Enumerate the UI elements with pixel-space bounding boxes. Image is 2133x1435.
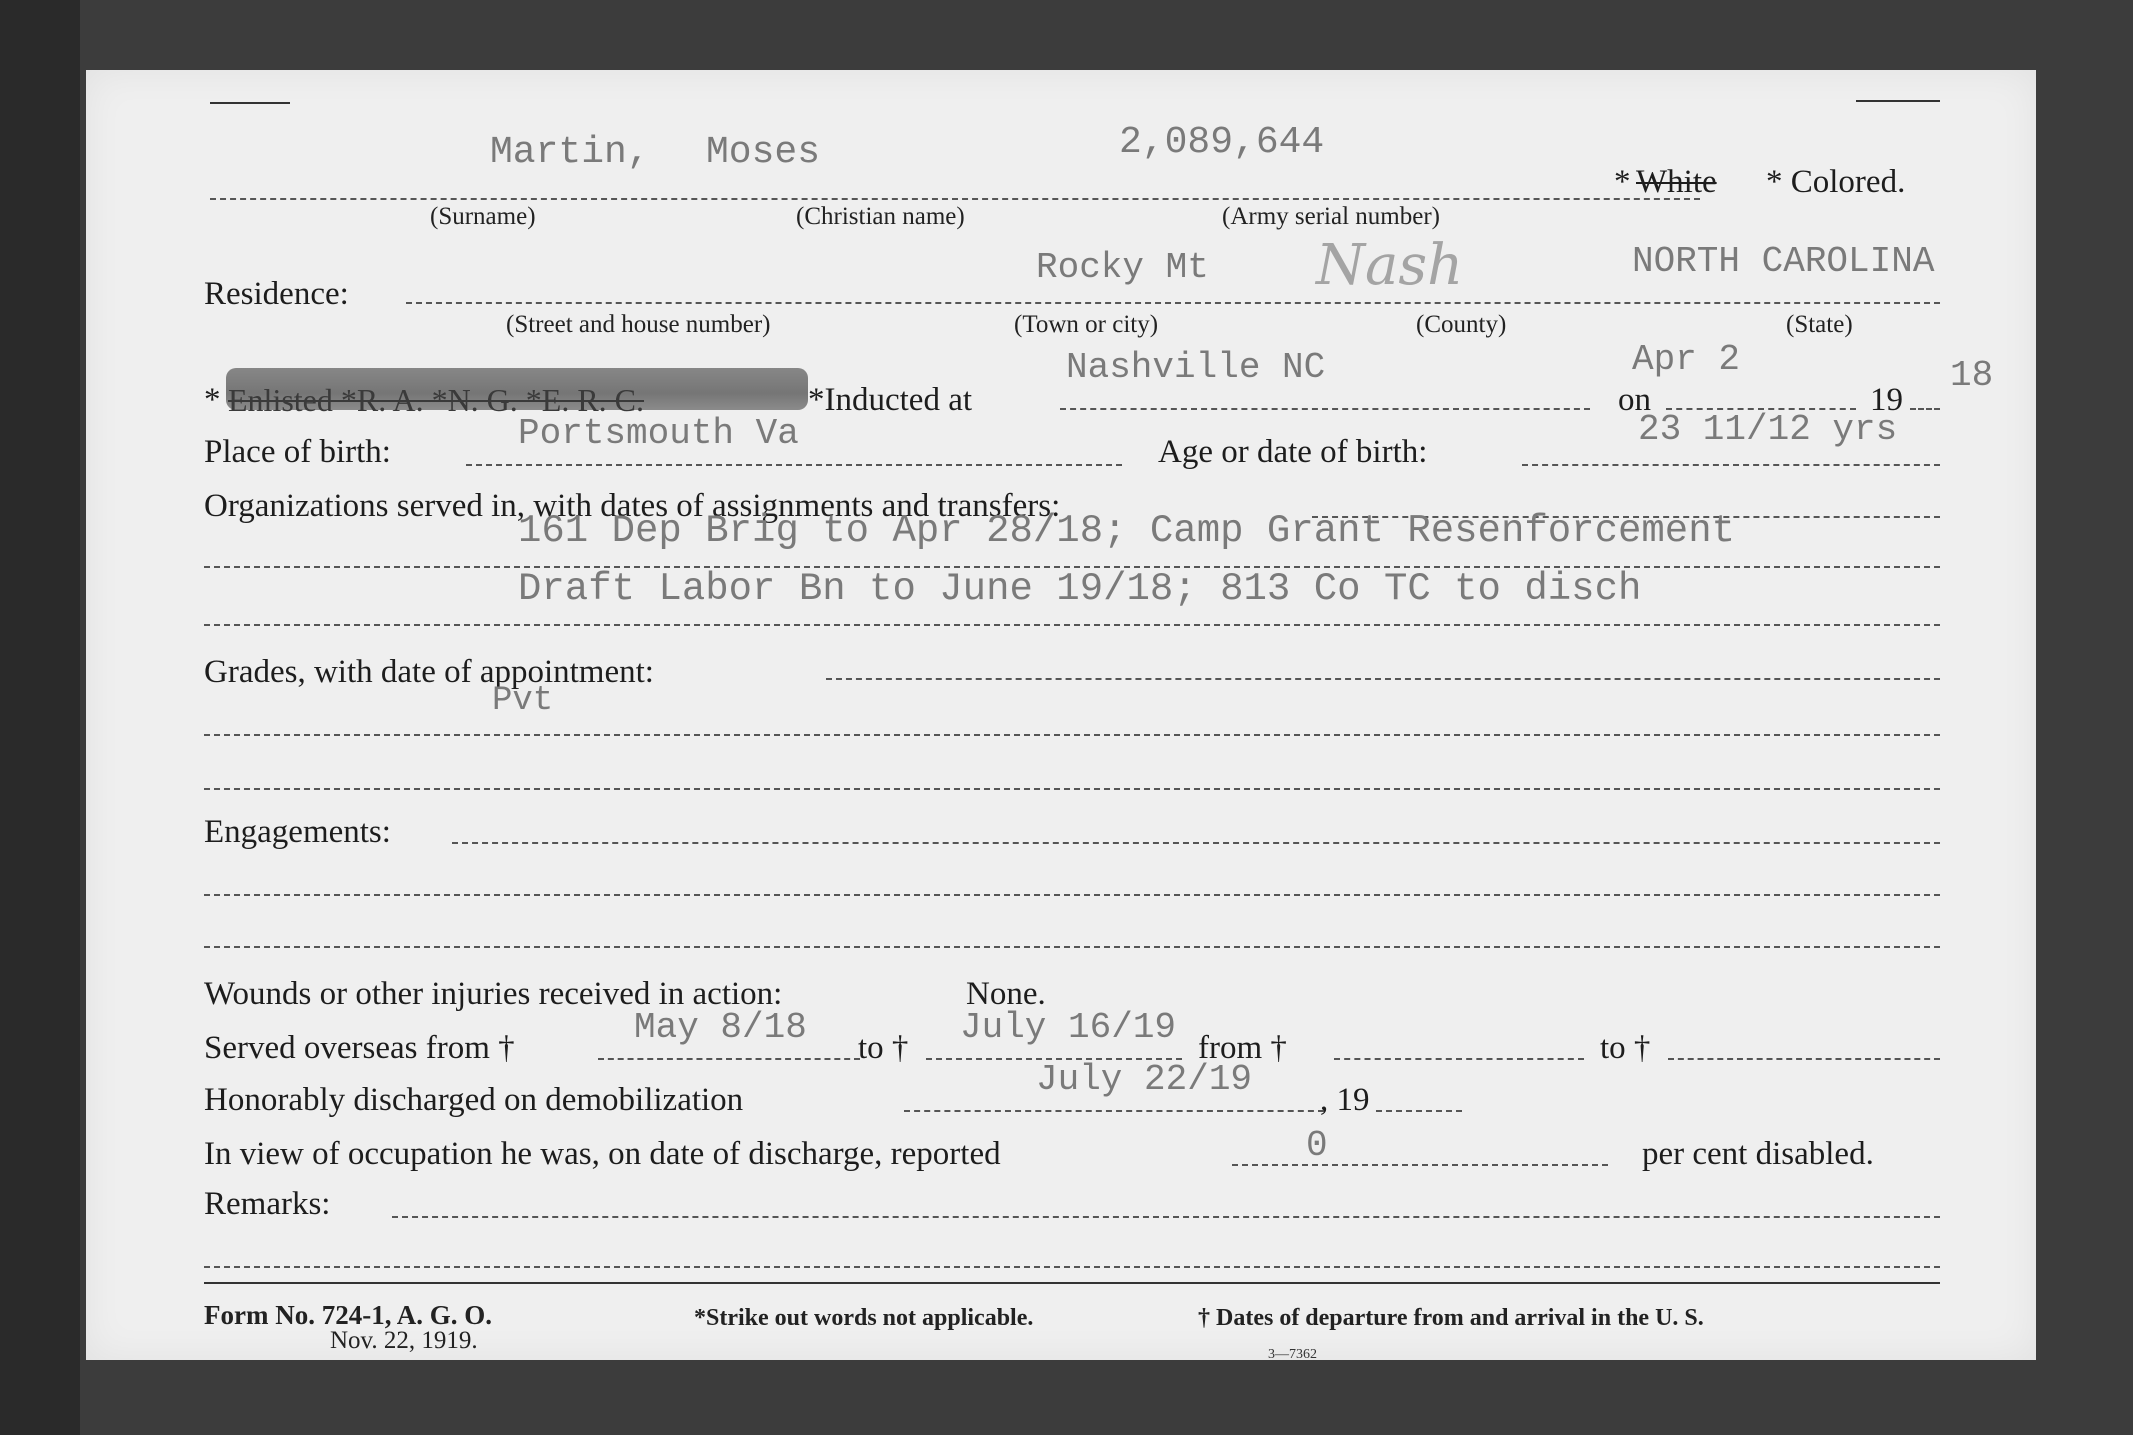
remarks-line-2	[204, 1266, 1940, 1268]
grades-label: Grades, with date of appointment:	[204, 654, 654, 690]
caption-street: (Street and house number)	[506, 311, 771, 338]
discharge-line	[904, 1110, 1324, 1112]
top-left-rule	[210, 102, 290, 104]
overseas-to2-line	[1668, 1058, 1940, 1060]
footnote-strike: *Strike out words not applicable.	[694, 1305, 1034, 1331]
county-value-handwritten: Nash	[1316, 233, 1464, 298]
birthplace-value: Portsmouth Va	[518, 413, 799, 454]
race-star: *	[1614, 164, 1631, 200]
wounds-value: None.	[966, 976, 1046, 1012]
birthplace-line	[466, 464, 1122, 466]
form-date: Nov. 22, 1919.	[330, 1327, 478, 1354]
overseas-from2-line	[1334, 1058, 1584, 1060]
grades-value: Pvt	[492, 682, 554, 720]
caption-christian-name: (Christian name)	[796, 203, 965, 230]
discharge-year-prefix: , 19	[1320, 1082, 1370, 1118]
age-line	[1522, 464, 1940, 466]
inducted-place-value: Nashville NC	[1066, 347, 1326, 388]
christian-name-value: Moses	[706, 131, 821, 174]
town-value: Rocky Mt	[1036, 247, 1209, 288]
record-card	[86, 70, 2036, 1360]
overseas-from-line	[598, 1058, 860, 1060]
form-number: Form No. 724-1, A. G. O.	[204, 1300, 492, 1330]
wounds-label: Wounds or other injuries received in action:	[204, 976, 783, 1012]
top-right-rule	[1856, 100, 1940, 102]
caption-town: (Town or city)	[1014, 311, 1159, 338]
overseas-from2-label: from †	[1198, 1030, 1287, 1066]
overseas-to-value: July 16/19	[960, 1007, 1177, 1048]
overseas-to2-label: to †	[1600, 1030, 1651, 1066]
inducted-date-value: Apr 2	[1632, 339, 1741, 380]
caption-state: (State)	[1786, 311, 1853, 338]
residence-label: Residence:	[204, 276, 349, 312]
engagements-label: Engagements:	[204, 814, 391, 850]
inducted-place-line	[1060, 408, 1590, 410]
footer-rule	[204, 1282, 1940, 1284]
organizations-label: Organizations served in, with dates of assignments and transfers:	[204, 488, 1061, 524]
race-white-struck: White	[1636, 164, 1717, 200]
organizations-value-1: 161 Dep Brig to Apr 28/18; Camp Grant Resenforcement	[518, 509, 1735, 553]
on-label: on	[1618, 382, 1651, 418]
caption-serial-number: (Army serial number)	[1222, 203, 1440, 230]
name-line	[210, 198, 1700, 200]
age-value: 23 11/12 yrs	[1638, 409, 1898, 450]
organizations-line-2	[204, 624, 1940, 626]
disability-label: In view of occupation he was, on date of discharge, reported	[204, 1136, 1001, 1172]
engagements-line-1	[452, 842, 1940, 844]
disability-suffix: per cent disabled.	[1642, 1136, 1874, 1172]
serial-number-value: 2,089,644	[1119, 121, 1325, 164]
state-value: NORTH CAROLINA	[1632, 241, 1935, 282]
disability-value: 0	[1306, 1125, 1328, 1166]
discharge-year-line	[1376, 1110, 1462, 1112]
enlist-star: *	[204, 382, 221, 418]
caption-county: (County)	[1416, 311, 1507, 338]
scan-background-edge	[0, 0, 80, 1435]
surname-value: Martin,	[490, 131, 650, 174]
print-code: 3—7362	[1268, 1347, 1317, 1362]
year-prefix: 19	[1870, 382, 1903, 418]
engagements-line-2	[204, 894, 1940, 896]
discharge-value: July 22/19	[1036, 1059, 1253, 1100]
enlisted-options-struck: Enlisted *R. A. *N. G. *E. R. C.	[228, 382, 645, 418]
birthplace-label: Place of birth:	[204, 434, 391, 470]
race-colored: * Colored.	[1766, 164, 1906, 200]
overseas-to-label: to †	[858, 1030, 909, 1066]
organizations-value-2: Draft Labor Bn to June 19/18; 813 Co TC to disch	[518, 567, 1642, 611]
engagements-line-3	[204, 946, 1940, 948]
residence-line	[406, 302, 1940, 304]
overseas-from-value: May 8/18	[634, 1007, 807, 1048]
footnote-dates: † Dates of departure from and arrival in the U. S.	[1198, 1305, 1704, 1331]
grades-line-3	[204, 788, 1940, 790]
grades-line-1	[826, 678, 1940, 680]
remarks-label: Remarks:	[204, 1186, 331, 1222]
disability-line	[1232, 1164, 1608, 1166]
year-line	[1910, 408, 1940, 410]
discharge-label: Honorably discharged on demobilization	[204, 1082, 744, 1118]
age-label: Age or date of birth:	[1158, 434, 1428, 470]
remarks-line-1	[392, 1216, 1940, 1218]
caption-surname: (Surname)	[430, 203, 536, 230]
inducted-year-value: 18	[1950, 355, 1994, 396]
overseas-label: Served overseas from †	[204, 1030, 515, 1066]
inducted-at-label: *Inducted at	[808, 382, 973, 418]
grades-line-2	[204, 734, 1940, 736]
